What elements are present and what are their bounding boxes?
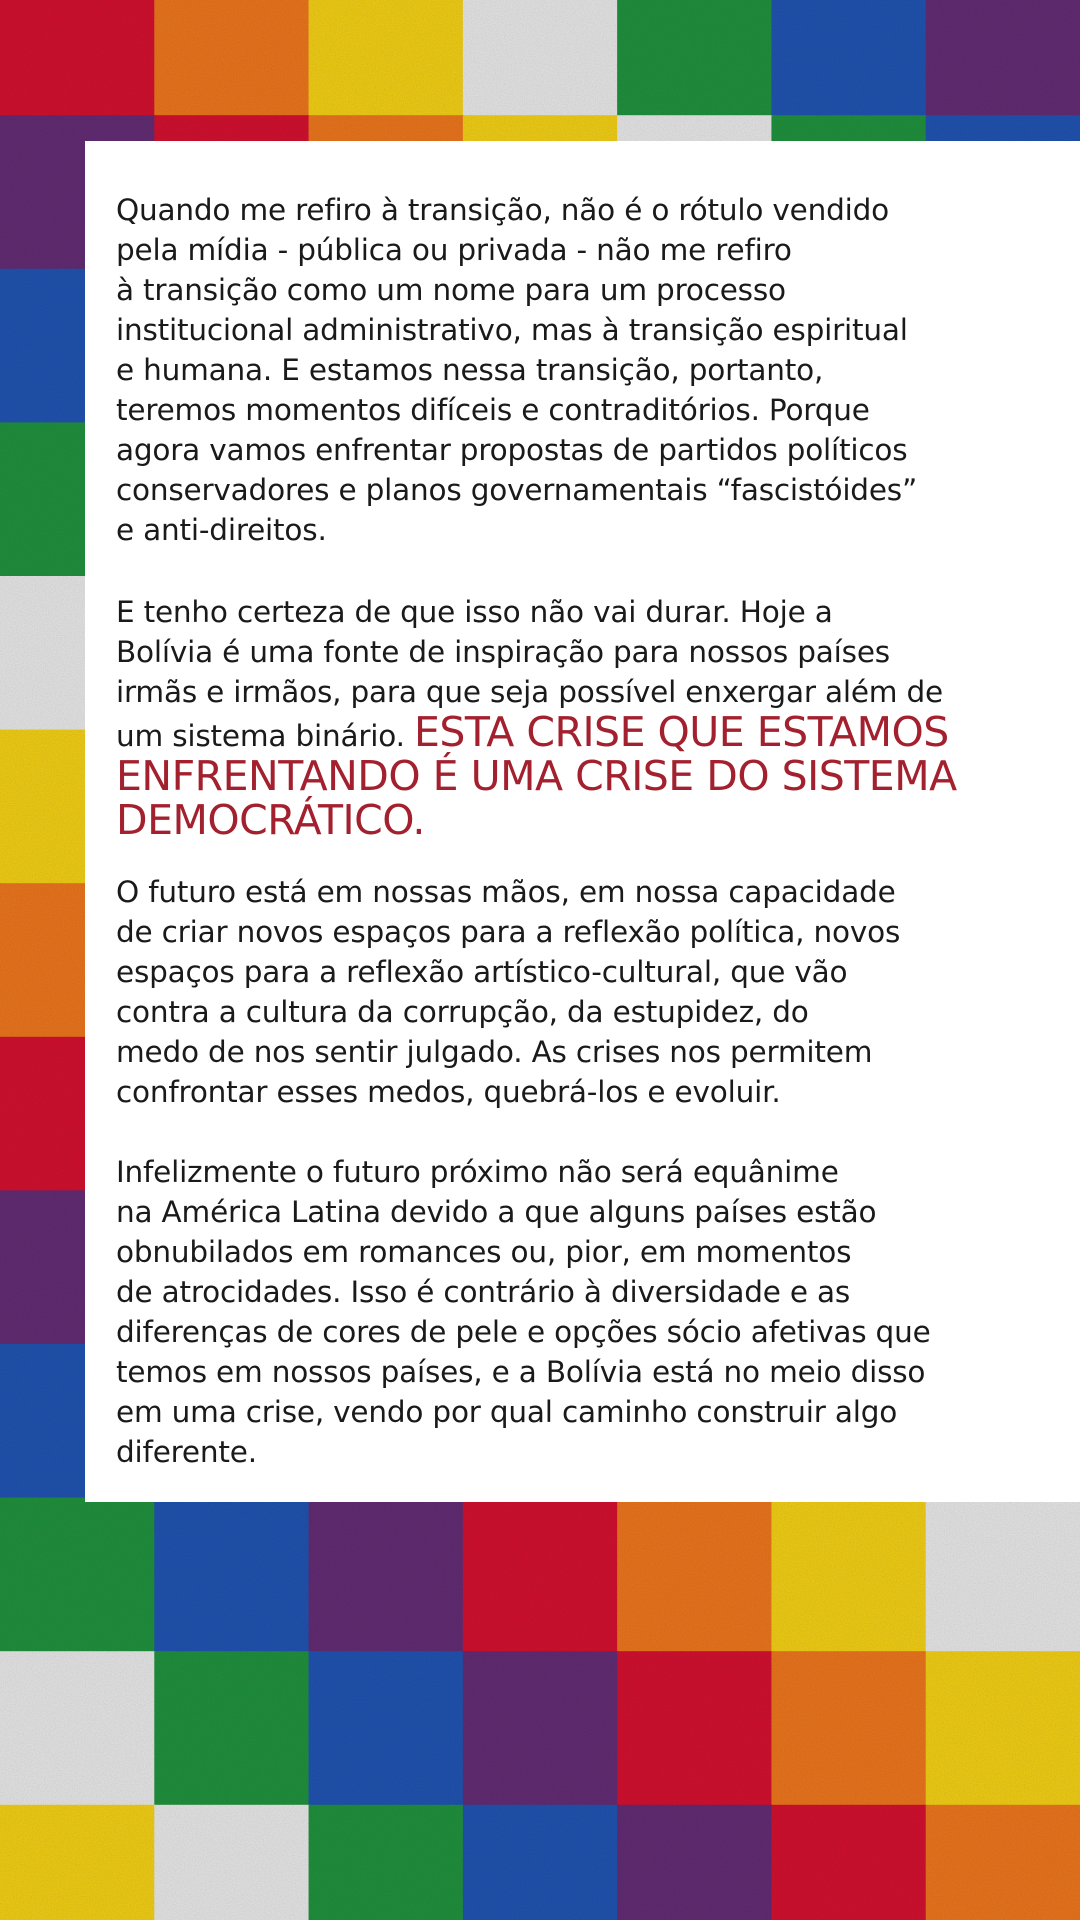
paragraph-bolivia-text: E tenho certeza de que isso não vai durar. Hoje a Bolívia é uma fonte de inspiração para nossos países irmãs e irmãos, para que seja possível enxergar além de um sistema binário.	[116, 595, 943, 753]
paragraph-latin-america: Infelizmente o futuro próximo não será equânime na América Latina devido a que alguns países estão obnubilados em romances ou, pior, em momentos de atrocidades. Isso é contrário à diversidade e as diferenças de cores de pele e opções sócio afetivas que temos em nossos países, e a Bolívia está no meio disso em uma crise, vendo por qual caminho construir algo diferente.	[116, 1155, 931, 1469]
paragraph-future: O futuro está em nossas mãos, em nossa capacidade de criar novos espaços para a reflexão política, novos espaços para a reflexão artístico-cultural, que vão contra a cultura da corrupção, da estupidez, do medo de nos sentir julgado. As crises nos permitem confrontar esses medos, quebrá-los e evoluir.	[116, 875, 901, 1109]
paragraph-transition: Quando me refiro à transição, não é o rótulo vendido pela mídia - pública ou privada - não me refiro à transição como um nome para um processo institucional administrativo, mas à transição espiritual e humana. E estamos nessa transição, portanto, teremos momentos difíceis e contraditórios. Porque agora vamos enfrentar propostas de partidos políticos conservadores e planos governamentais “fascistóides” e anti-direitos.	[116, 193, 918, 547]
paragraph-bolivia-inspiration	[116, 592, 1046, 844]
highlight-crisis-quote: ESTA CRISE QUE ESTAMOS ENFRENTANDO É UMA CRISE DO SISTEMA DEMOCRÁTICO.	[116, 708, 957, 844]
text-card	[85, 141, 1080, 1502]
